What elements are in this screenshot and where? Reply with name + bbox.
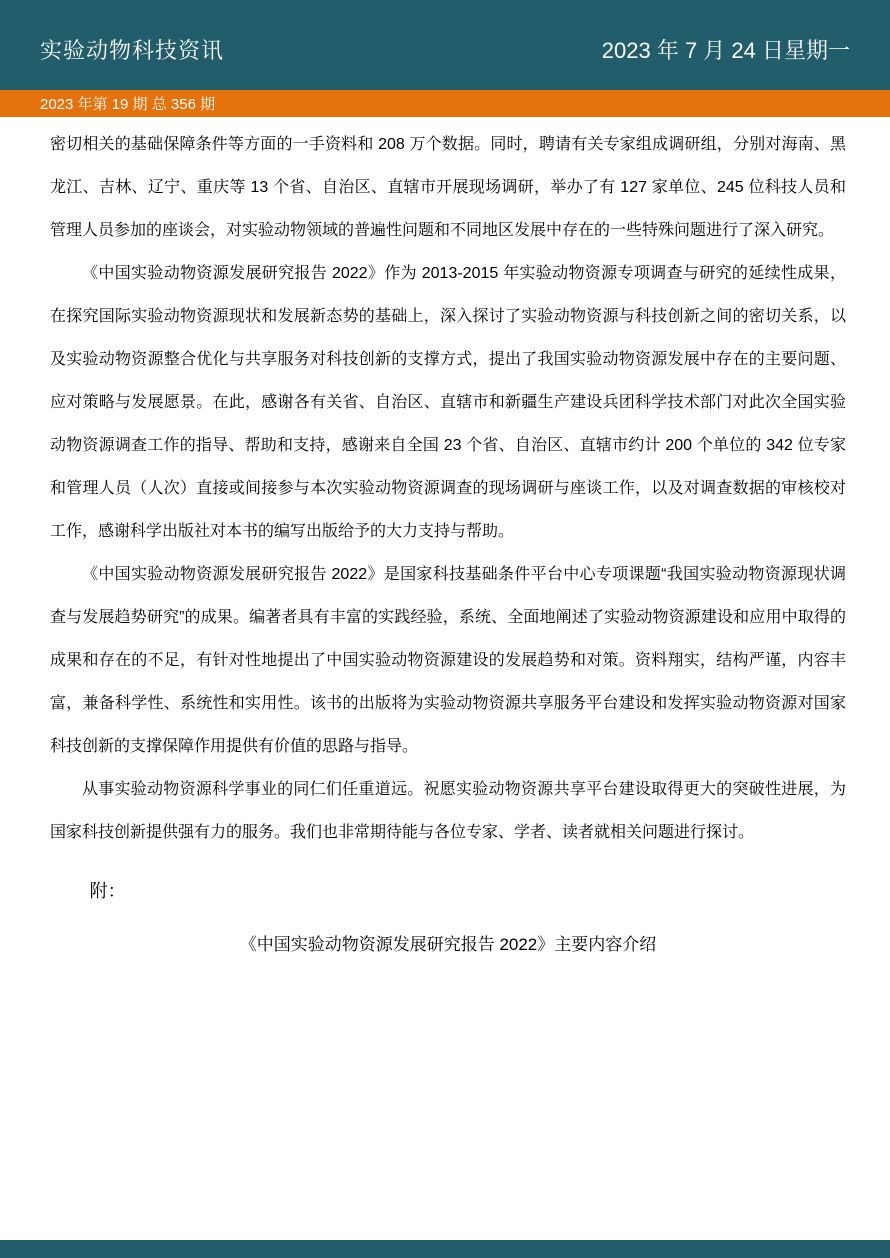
issue-number-label: 2023 年第 19 期 总 356 期 <box>40 96 216 113</box>
issue-banner <box>0 90 890 117</box>
body-paragraph-report-overview: 《中国实验动物资源发展研究报告 2022》作为 2013-2015 年实验动物资源专项调查与研究的延续性成果，在探究国际实验动物资源现状和发展新态势的基础上，深入探讨了实验动物资源与科技创新之间的密切关系，以及实验动物资源整合优化与共享服务对科技创新的支撑方式，提出了我国实验动物资源发展中存在的主要问题、应对策略与发展愿景。在此，感谢各有关省、自治区、直辖市和新疆生产建设兵团科学技术部门对此次全国实验动物资源调查工作的指导、帮助和支持，感谢来自全国 23 个省、自治区、直辖市约计 200 个单位的 342 位专家和管理人员（人次）直接或间接参与本次实验动物资源调查的现场调研与座谈工作，以及对调查数据的审核校对工作，感谢科学出版社对本书的编写出版给予的大力支持与帮助。 <box>50 265 846 540</box>
body-paragraph-continuation: 密切相关的基础保障条件等方面的一手资料和 208 万个数据。同时，聘请有关专家组成调研组，分别对海南、黑龙江、吉林、辽宁、重庆等 13 个省、自治区、直辖市开展现场调研，举办了有 127 家单位、245 位科技人员和管理人员参加的座谈会，对实验动物领域的普遍性问题和不同地区发展中存在的一些特殊问题进行了深入研究。 <box>50 136 846 239</box>
page-footer-bar <box>0 1240 890 1258</box>
appendix-title: 《中国实验动物资源发展研究报告 2022》主要内容介绍 <box>239 935 657 954</box>
body-paragraph-closing: 从事实验动物资源科学事业的同仁们任重道远。祝愿实验动物资源共享平台建设取得更大的突破性进展，为国家科技创新提供强有力的服务。我们也非常期待能与各位专家、学者、读者就相关问题进行探讨。 <box>50 781 846 841</box>
attachment-label: 附： <box>89 881 126 901</box>
header-date: 2023 年 7 月 24 日星期一 <box>601 37 850 63</box>
newsletter-title: 实验动物科技资讯 <box>40 37 225 63</box>
article-body <box>0 117 890 958</box>
body-paragraph-report-achievements: 《中国实验动物资源发展研究报告 2022》是国家科技基础条件平台中心专项课题“我国实验动物资源现状调查与发展趋势研究”的成果。编著者具有丰富的实践经验，系统、全面地阐述了实验动物资源建设和应用中取得的成果和存在的不足，有针对性地提出了中国实验动物资源建设的发展趋势和对策。资料翔实，结构严谨，内容丰富，兼备科学性、系统性和实用性。该书的出版将为实验动物资源共享服务平台建设和发挥实验动物资源对国家科技创新的支撑保障作用提供有价值的思路与指导。 <box>50 566 846 755</box>
page-header <box>0 0 890 90</box>
